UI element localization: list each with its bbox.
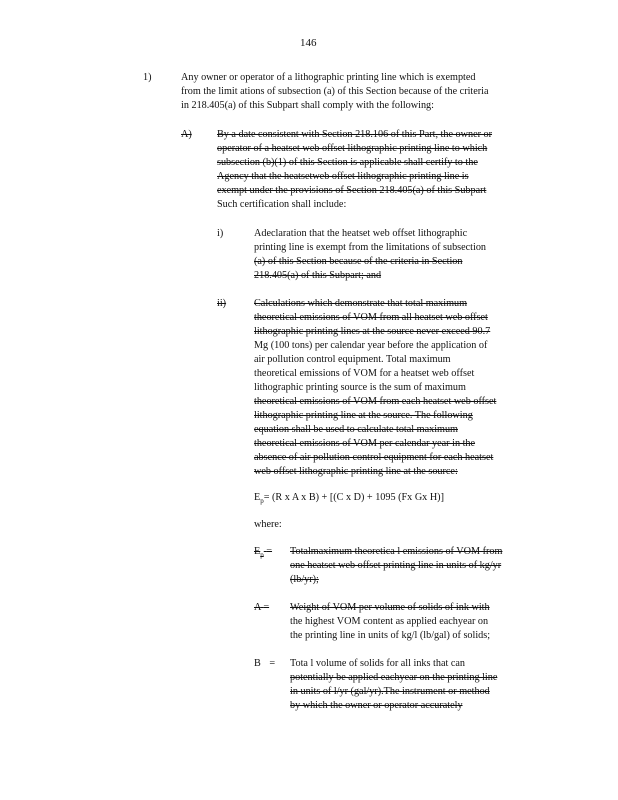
item-a-struck-line: operator of a heatset web offset lithographic printing line to which — [217, 143, 488, 154]
item-1-line: in 218.405(a) of this Subpart shall comply with the following: — [181, 100, 434, 111]
definition-line: one heatset web offset printing line in units of kg/yr — [290, 560, 502, 571]
item-i-line: Adeclaration that the heatset web offset lithographic — [254, 228, 468, 239]
item-a-struck-line: By a date consistent with Section 218.106 of this Part, the owner or — [217, 129, 493, 140]
definition-term: B = — [254, 658, 276, 669]
item-ii-line: Mg (100 tons) per calendar year before the application of — [254, 340, 488, 351]
item-a-line: Such certification shall include: — [217, 199, 347, 210]
item-i-marker: i) — [217, 228, 224, 239]
item-ii-line: web offset lithographic printing line at the source: — [254, 466, 458, 477]
definition-line: Totalmaximum theoretica l emissions of VOM from — [290, 546, 503, 557]
item-ii-line: Calculations which demonstrate that total maximum — [254, 298, 468, 309]
definition-line: in units of l/yr (gal/yr).The instrument or method — [290, 686, 490, 697]
page-number: 146 — [300, 37, 317, 49]
definition-line: Tota l volume of solids for all inks that can — [290, 658, 465, 669]
item-ii-line: equation shall be used to calculate total maximum — [254, 424, 458, 435]
definition-line: the highest VOM content as applied eachyear on — [290, 616, 489, 627]
item-1-line: Any owner or operator of a lithographic printing line which is exempted — [181, 72, 476, 83]
definition-line: (lb/yr); — [290, 574, 319, 585]
item-a-struck-line: exempt under the provisions of Section 218.405(a) of this Subpart — [217, 185, 487, 196]
item-ii-line: air pollution control equipment. Total maximum — [254, 354, 451, 365]
item-ii-line: theoretical emissions of VOM per calendar year in the — [254, 438, 476, 449]
item-ii-line: lithographic printing lines at the source never exceed 90.7 — [254, 326, 491, 337]
definition-line: by which the owner or operator accurately — [290, 700, 463, 711]
item-ii-line: theoretical emissions of VOM from all heatset web offset — [254, 312, 488, 323]
definition-term: $E_p$ = — [254, 546, 273, 560]
where-label: where: — [254, 519, 282, 530]
item-i-struck-line: (a) of this Section because of the criteria in Section — [254, 256, 463, 267]
item-1-marker: 1) — [143, 72, 152, 83]
item-ii-line: lithographic printing line at the source. The following — [254, 410, 473, 421]
definition-line: Weight of VOM per volume of solids of ink with — [290, 602, 490, 613]
item-ii-line: theoretical emissions of VOM from each heatset web offset — [254, 396, 497, 407]
equation-lhs: E — [254, 492, 261, 503]
item-ii-line: lithographic printing source is the sum of maximum — [254, 382, 466, 393]
item-a-struck-line: Agency that the heatsetweb offset lithographic printing line is — [217, 171, 469, 182]
equation-rhs: = (R x A x B) + [(C x D) + 1095 (Fx Gx H)] — [263, 492, 444, 503]
item-1-line: from the limit ations of subsection (a) of this Section because of the criteria — [181, 86, 489, 97]
definition-term: A = — [254, 602, 270, 613]
equation-lhs-sub: p — [260, 497, 264, 506]
item-i-struck-line: 218.405(a) of this Subpart; and — [254, 270, 382, 281]
definition-line: potentially be applied eachyear on the printing line — [290, 672, 498, 683]
item-a-marker: A) — [181, 129, 192, 140]
definition-line: the printing line in units of kg/l (lb/gal) of solids; — [290, 630, 491, 641]
item-a-struck-line: subsection (b)(1) of this Section is applicable shall certify to the — [217, 157, 478, 168]
item-ii-marker: ii) — [217, 298, 227, 309]
item-ii-line: absence of air pollution control equipment for each heatset — [254, 452, 494, 463]
item-ii-line: theoretical emissions of VOM for a heatset web offset — [254, 368, 475, 379]
equation — [254, 491, 444, 506]
item-i-line: printing line is exempt from the limitations of subsection — [254, 242, 487, 253]
